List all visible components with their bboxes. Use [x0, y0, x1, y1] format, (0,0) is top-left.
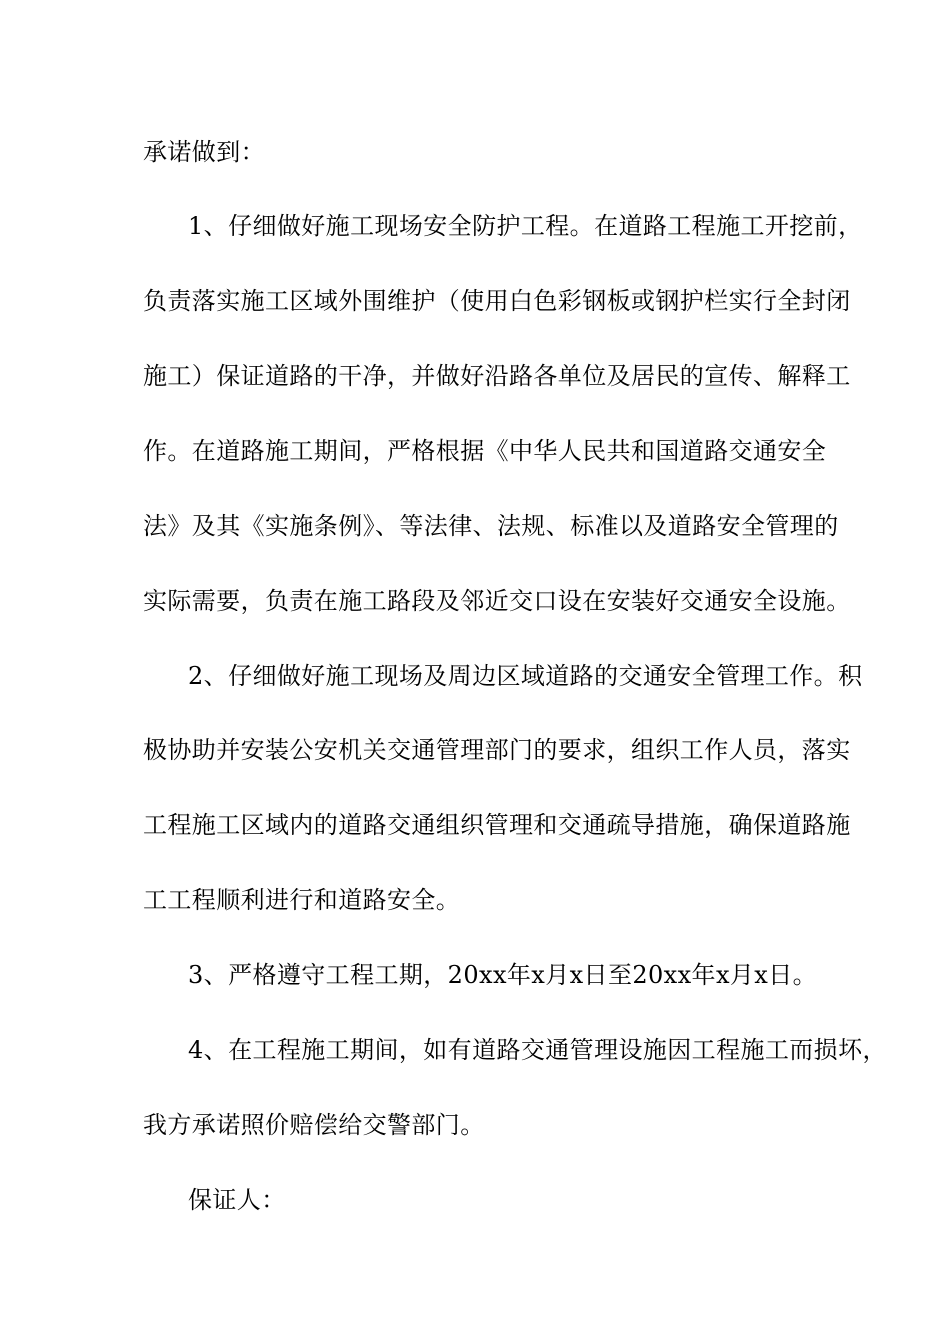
item-1-line-4: 作。在道路施工期间，严格根据《中华人民共和国道路交通安全 [143, 437, 827, 465]
item-1-line-2: 负责落实施工区域外围维护（使用白色彩钢板或钢护栏实行全封闭 [143, 287, 851, 315]
item-2-line-3: 工程施工区域内的道路交通组织管理和交通疏导措施，确保道路施 [143, 811, 851, 839]
item-1-line-6: 实际需要，负责在施工路段及邻近交口设在安装好交通安全设施。 [143, 587, 851, 615]
item-2-line-2: 极协助并安装公安机关交通管理部门的要求，组织工作人员，落实 [143, 736, 851, 764]
item-2-line-4: 工工程顺利进行和道路安全。 [143, 886, 461, 914]
item-1-line-3: 施工）保证道路的干净，并做好沿路各单位及居民的宣传、解释工 [143, 362, 851, 390]
item-4-line-2: 我方承诺照价赔偿给交警部门。 [143, 1111, 485, 1139]
item-2-line-1: 2、仔细做好施工现场及周边区域道路的交通安全管理工作。积 [188, 662, 863, 690]
item-3-line-1: 3、严格遵守工程工期，20xx年x月x日至20xx年x月x日。 [188, 961, 818, 989]
guarantor-label: 保证人： [188, 1186, 286, 1214]
item-1-line-1: 1、仔细做好施工现场安全防护工程。在道路工程施工开挖前， [188, 212, 863, 240]
item-1-line-5: 法》及其《实施条例》、等法律、法规、标准以及道路安全管理的 [143, 512, 839, 540]
text-line-intro: 承诺做到： [143, 138, 265, 166]
item-4-line-1: 4、在工程施工期间，如有道路交通管理设施因工程施工而损坏， [188, 1036, 887, 1064]
